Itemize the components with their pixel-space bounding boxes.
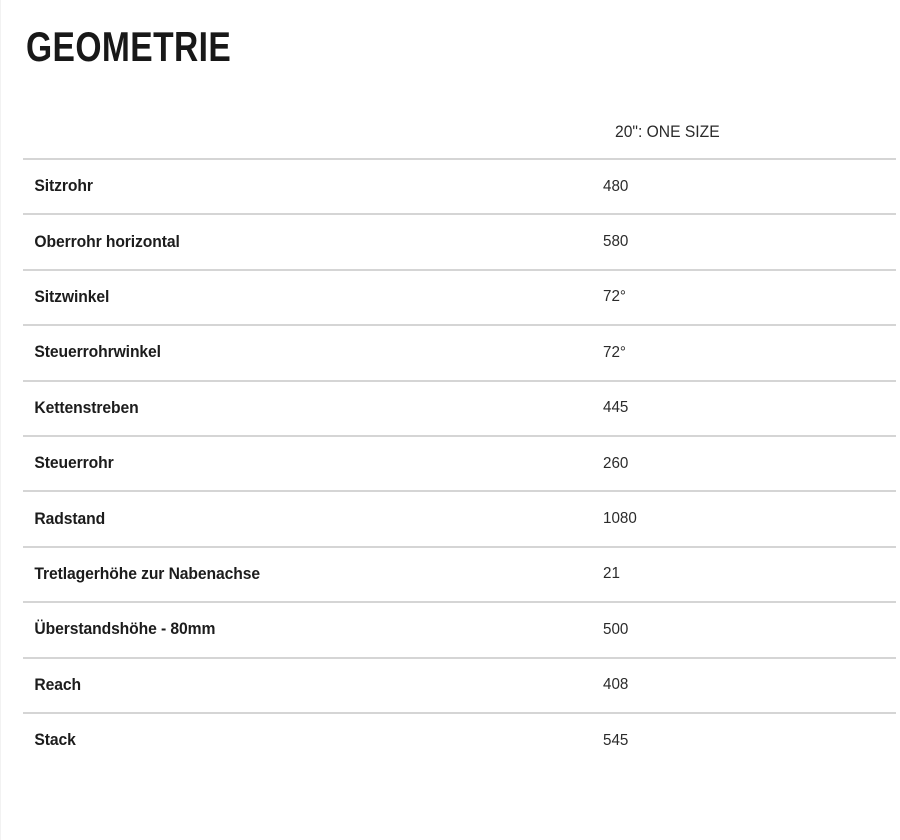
- table-row-steuerrohrwinkel: [23, 324, 896, 379]
- table-row-kettenstreben: [23, 380, 896, 435]
- row-label: Steuerrohrwinkel: [34, 343, 161, 362]
- row-label: Überstandshöhe - 80mm: [34, 620, 216, 639]
- row-value: 445: [603, 399, 629, 417]
- size-column-header: 20": ONE SIZE: [615, 122, 720, 141]
- row-value: 72°: [603, 288, 626, 306]
- page-title: GEOMETRIE: [26, 23, 232, 70]
- row-label: Stack: [34, 731, 76, 750]
- row-label: Sitzrohr: [34, 177, 93, 196]
- row-label: Sitzwinkel: [34, 287, 110, 306]
- table-row-sitzrohr: [23, 158, 896, 213]
- geometry-table: [23, 158, 896, 767]
- row-value: 500: [603, 620, 629, 638]
- row-label: Kettenstreben: [34, 398, 139, 417]
- row-label: Steuerrohr: [34, 454, 114, 473]
- table-row-tretlagerhoehe: [23, 546, 896, 601]
- row-value: 21: [603, 565, 620, 583]
- table-row-steuerrohr: [23, 435, 896, 490]
- table-row-oberrohr-horizontal: [23, 213, 896, 268]
- table-row-ueberstandshoehe: [23, 601, 896, 656]
- row-value: 1080: [603, 510, 637, 528]
- table-row-sitzwinkel: [23, 269, 896, 324]
- row-label: Tretlagerhöhe zur Nabenachse: [34, 564, 260, 583]
- row-value: 480: [603, 177, 629, 195]
- table-row-radstand: [23, 490, 896, 545]
- table-row-stack: [23, 712, 896, 767]
- table-row-reach: [23, 657, 896, 712]
- row-label: Reach: [34, 675, 81, 694]
- row-value: 72°: [603, 343, 626, 361]
- row-value: 580: [603, 233, 629, 251]
- row-label: Radstand: [34, 509, 106, 528]
- row-value: 260: [603, 454, 629, 472]
- row-label: Oberrohr horizontal: [34, 232, 180, 251]
- row-value: 545: [603, 731, 629, 749]
- row-value: 408: [603, 676, 629, 694]
